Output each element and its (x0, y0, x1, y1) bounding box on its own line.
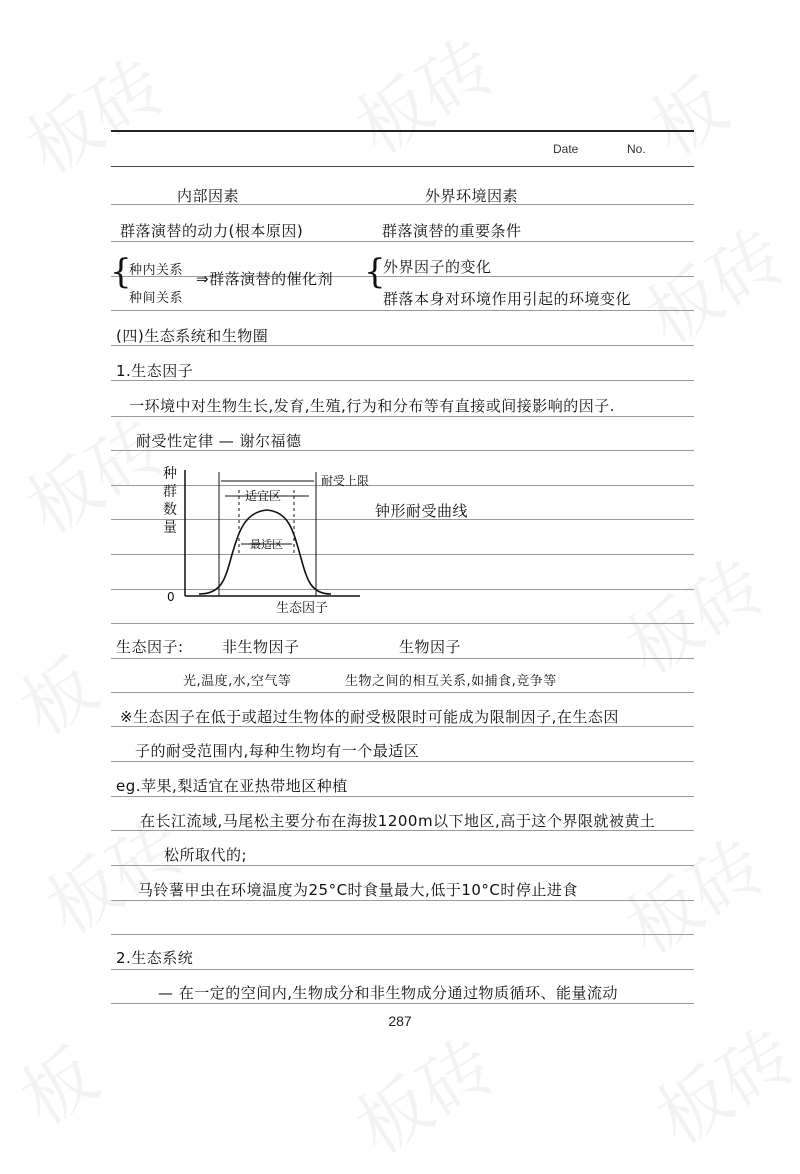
ruled-line (111, 796, 694, 797)
date-label: Date (553, 142, 579, 156)
right-brace: { (364, 252, 386, 292)
ruled-line (111, 658, 694, 659)
example-line: eg.苹果,梨适宜在亚热带地区种植 (116, 777, 348, 795)
y-axis-label-char: 群 (163, 484, 177, 500)
ruled-line (111, 380, 694, 381)
note-line-1: ※生态因子在低于或超过生物体的耐受极限时可能成为限制因子,在生态因 (120, 708, 619, 726)
intra-species: 种内关系 (129, 263, 184, 278)
abiotic-examples: 光,温度,水,空气等 (183, 674, 292, 689)
watermark (3, 30, 180, 195)
ruled-line (111, 934, 694, 935)
ruled-line (111, 761, 694, 762)
catalyst: ⇒群落演替的催化剂 (196, 270, 334, 288)
watermark (0, 629, 114, 755)
page-number: 287 (388, 1013, 412, 1029)
ruled-line (111, 310, 694, 311)
watermark (628, 49, 744, 175)
origin-label: 0 (167, 590, 175, 604)
ecological-factor-definition: 一环境中对生物生长,发育,生殖,行为和分布等有直接或间接影响的因子. (129, 397, 616, 415)
header-subrule (111, 166, 694, 167)
ruled-line (111, 416, 694, 417)
ecosystem-definition: — 在一定的空间内,生物成分和非生物成分通过物质循环、能量流动 (158, 984, 619, 1002)
no-label: No. (627, 142, 646, 156)
y-axis-label-char: 量 (163, 520, 177, 536)
section-four-heading: (四)生态系统和生物圈 (116, 327, 269, 345)
ecological-factor-heading: 1.生态因子 (116, 362, 194, 380)
ruled-line (111, 969, 694, 970)
inter-species: 种间关系 (129, 291, 184, 306)
abiotic-factor: 非生物因子 (222, 638, 300, 656)
x-axis-label: 生态因子 (276, 601, 329, 616)
important-condition: 群落演替的重要条件 (382, 222, 522, 240)
factor-types-label: 生态因子: (116, 638, 184, 656)
beetle-line: 马铃薯甲虫在环境温度为25°C时食量最大,低于10°C时停止进食 (138, 881, 578, 899)
watermark (623, 200, 800, 365)
y-axis-label-char: 数 (163, 502, 177, 518)
watermark (333, 1010, 510, 1174)
tolerance-law: 耐受性定律 — 谢尔福德 (136, 432, 302, 450)
tolerance-curve-chart (155, 460, 515, 620)
watermark (0, 1019, 114, 1145)
biotic-factor: 生物因子 (399, 638, 462, 656)
pine-line-1: 在长江流域,马尾松主要分布在海拔1200m以下地区,高于这个界限就被黄土 (140, 812, 656, 830)
external-change: 外界因子的变化 (383, 258, 492, 276)
biotic-examples: 生物之间的相互关系,如捕食,竞争等 (345, 674, 557, 689)
internal-factors: 内部因素 (177, 187, 240, 205)
ruled-line (111, 692, 694, 693)
tolerance-limit-label: 耐受上限 (321, 474, 370, 488)
suitable-zone-label: 适宜区 (245, 489, 282, 503)
self-change: 群落本身对环境作用引起的环境变化 (383, 290, 632, 308)
ruled-line (111, 623, 694, 624)
external-factors: 外界环境因素 (425, 187, 519, 205)
ecosystem-heading: 2.生态系统 (116, 949, 194, 967)
ruled-line (111, 900, 694, 901)
y-axis-label-char: 种 (163, 466, 177, 482)
driving-force: 群落演替的动力(根本原因) (120, 222, 304, 240)
bell-curve-label: 钟形耐受曲线 (375, 502, 469, 520)
note-line-2: 子的耐受范围内,每种生物均有一个最适区 (135, 742, 420, 760)
left-brace: { (110, 252, 132, 292)
watermark (603, 810, 780, 975)
ruled-line (111, 1003, 694, 1004)
y-axis-label (163, 466, 177, 536)
watermark (333, 10, 510, 175)
ruled-line (111, 865, 694, 866)
header-rule (111, 130, 694, 132)
pine-line-2: 松所取代的; (164, 846, 248, 864)
optimal-zone-label: 最适区 (250, 538, 283, 551)
ruled-line (111, 241, 694, 242)
